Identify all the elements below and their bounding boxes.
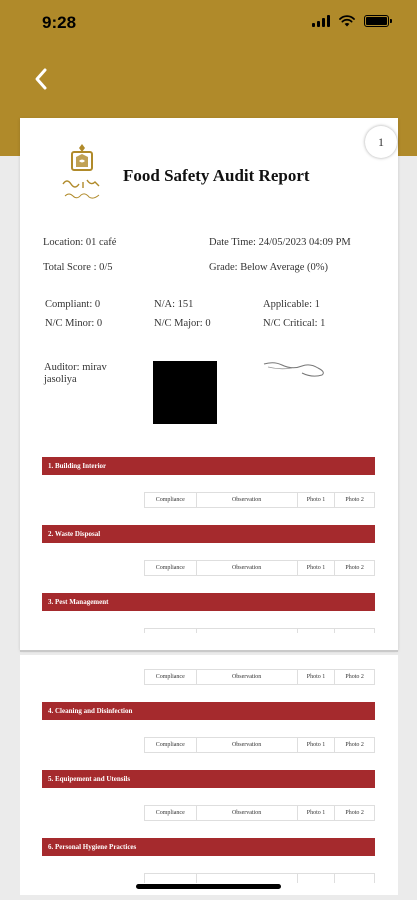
status-bar xyxy=(0,0,417,46)
col-photo-1-cut xyxy=(298,874,336,883)
col-photo-1-cut xyxy=(298,629,336,633)
report-title: Food Safety Audit Report xyxy=(123,166,310,185)
col-observation: Observation xyxy=(197,738,298,752)
section-header-4: 4. Cleaning and Disinfection xyxy=(42,702,375,720)
section-header-3: 3. Pest Management xyxy=(42,593,375,611)
col-photo-2-cut xyxy=(335,874,374,883)
stat-compliant: Compliant: 0 xyxy=(45,299,101,310)
col-observation-cut xyxy=(197,629,298,633)
stat-applicable: Applicable: 1 xyxy=(263,299,320,310)
signal-icon xyxy=(312,15,330,27)
col-observation: Observation xyxy=(197,561,298,575)
col-compliance: Compliance xyxy=(145,493,197,507)
col-compliance: Compliance xyxy=(145,561,197,575)
col-compliance-cut xyxy=(145,629,197,633)
section-header-1: 1. Building Interior xyxy=(42,457,375,475)
col-compliance: Compliance xyxy=(145,738,197,752)
col-photo-2: Photo 2 xyxy=(345,565,364,571)
status-icons xyxy=(312,15,389,27)
signature-image xyxy=(262,358,330,382)
col-photo-1: Photo 1 xyxy=(298,738,336,752)
page-divider xyxy=(20,650,398,652)
table-header-5 xyxy=(144,805,375,821)
table-header-2 xyxy=(144,560,375,576)
grade-text: Grade: Below Average (0%) xyxy=(209,262,329,273)
table-header-3 xyxy=(144,669,375,685)
col-observation: Observation xyxy=(197,493,298,507)
col-photo-1: Photo 1 xyxy=(298,806,336,820)
brand-logo xyxy=(57,142,107,206)
battery-icon xyxy=(364,15,389,27)
col-compliance: Compliance xyxy=(145,670,197,684)
col-compliance-cut xyxy=(145,874,197,883)
wifi-icon xyxy=(339,15,355,27)
col-photo-1: Photo 1 xyxy=(298,561,336,575)
auditor-photo xyxy=(153,361,217,424)
col-photo-2: Photo 2 xyxy=(345,742,364,748)
table-header-6-cut xyxy=(144,873,375,883)
section-header-6: 6. Personal Hygiene Practices xyxy=(42,838,375,856)
col-photo-1: Photo 1 xyxy=(298,670,336,684)
section-header-5: 5. Equipement and Utensils xyxy=(42,770,375,788)
col-photo-2: Photo 2 xyxy=(345,810,364,816)
status-time: 9:28 xyxy=(42,13,77,32)
col-observation: Observation xyxy=(197,670,298,684)
col-photo-2-cut xyxy=(335,629,374,633)
table-header-4 xyxy=(144,737,375,753)
page-number-badge: 1 xyxy=(365,126,397,158)
stat-nc-major: N/C Major: 0 xyxy=(154,318,211,329)
stat-nc-minor: N/C Minor: 0 xyxy=(45,318,103,329)
total-score-text: Total Score : 0/5 xyxy=(43,262,113,273)
col-compliance: Compliance xyxy=(145,806,197,820)
home-indicator[interactable] xyxy=(136,884,281,889)
col-observation-cut xyxy=(197,874,298,883)
stat-na: N/A: 151 xyxy=(154,299,194,310)
col-photo-2: Photo 2 xyxy=(345,674,364,680)
location-text: Location: 01 café xyxy=(43,237,117,248)
col-photo-2: Photo 2 xyxy=(345,497,364,503)
auditor-text: Auditor: mirav jasoliya xyxy=(44,362,107,385)
table-header-3-cut xyxy=(144,628,375,633)
datetime-text: Date Time: 24/05/2023 04:09 PM xyxy=(209,237,351,248)
col-observation: Observation xyxy=(197,806,298,820)
table-header-1 xyxy=(144,492,375,508)
chevron-left-icon xyxy=(28,63,56,95)
col-photo-1: Photo 1 xyxy=(298,493,336,507)
section-header-2: 2. Waste Disposal xyxy=(42,525,375,543)
stat-nc-critical: N/C Critical: 1 xyxy=(263,318,326,329)
back-button[interactable] xyxy=(28,63,56,95)
